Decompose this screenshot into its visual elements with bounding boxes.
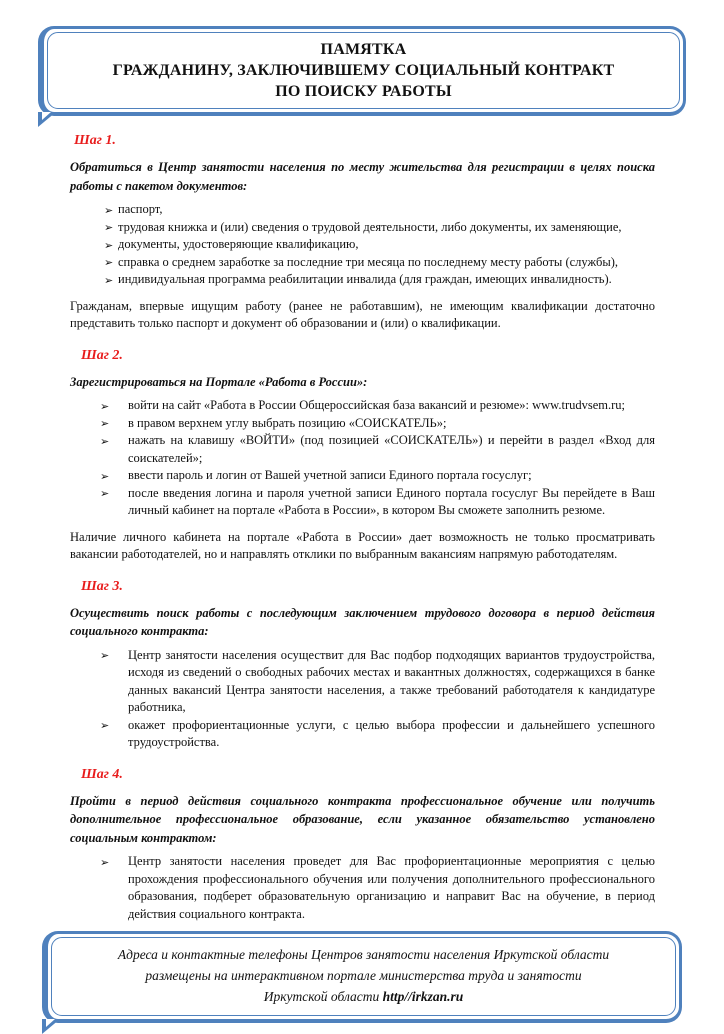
bullet-text: Центр занятости населения осуществит для Вас подбор подходящих вариантов трудоустройства, исходя из сведений о свободных рабочих местах и вакантных должностях, содержащихся в банке данных вакансий Центра занятости населения, а также требований работодателя к кандидатуре работника, [128,647,655,714]
bullet-text: после введения логина и пароля учетной записи Единого портала госуслуг Вы перейдете в Ваш личный кабинет на портале «Работа в России», в котором Вы сможете заполнить резюме. [128,485,655,517]
bullet-text: войти на сайт «Работа в России Общероссийская база вакансий и резюме»: www.trudvsem.ru; [128,398,626,412]
bullet-item [70,647,655,717]
step-3-section [70,578,655,752]
bullet-item [70,254,655,272]
bullet-item [70,219,655,237]
step-1-section [70,132,655,333]
bullet-text: нажать на клавишу «ВОЙТИ» (под позицией «СОИСКАТЕЛЬ») и перейти в раздел «Вход для соискателей»; [128,433,655,465]
bullet-text: индивидуальная программа реабилитации инвалида (для граждан, имеющих инвалидность). [118,272,612,286]
footer-box [42,931,682,1023]
bullet-text: окажет профориентационные услуги, с целью выбора профессии и дальнейшего успешного трудоустройства. [128,717,655,749]
step-4-heading: Шаг 4. [81,766,123,782]
bullet-item [70,432,655,467]
step-2-bullet-list [70,397,655,520]
bullet-item [70,415,655,433]
footer-portal-url: http//irkzan.ru [382,989,464,1004]
step-1-lead: Обратиться в Центр занятости населения по месту жительства для регистрации в целях поиска работы с пакетом документов: [70,160,655,193]
bullet-text: ввести пароль и логин от Вашей учетной записи Единого портала госуслуг; [128,468,532,482]
arrow-bullet-icon: ➢ [100,487,110,500]
bullet-text: трудовая книжка и (или) сведения о трудовой деятельности, либо документы, их заменяющие, [118,219,622,234]
footer-line-1: Адреса и контактные телефоны Центров занятости населения Иркутской области [117,947,610,962]
arrow-bullet-icon: ➢ [104,221,114,234]
step-1-bullet-list [70,201,655,289]
bullet-text: в правом верхнем углу выбрать позицию «СОИСКАТЕЛЬ»; [128,415,447,430]
step-3-lead: Осуществить поиск работы с последующим заключением трудового договора в период действия социального контракта: [70,605,655,638]
footer-box-inner [51,937,676,1016]
arrow-bullet-icon: ➢ [100,855,110,869]
bullet-item [70,201,655,219]
step-2-heading: Шаг 2. [81,347,123,363]
step-3-bullet-list [70,647,655,752]
memo-title-line-2: ГРАЖДАНИНУ, ЗАКЛЮЧИВШЕМУ СОЦИАЛЬНЫЙ КОНТРАКТ [112,62,615,79]
memo-content [38,132,686,923]
step-4-section [70,766,655,924]
step-2-section [70,347,655,564]
arrow-bullet-icon: ➢ [100,719,110,732]
bullet-item [70,485,655,520]
arrow-bullet-icon: ➢ [104,273,114,287]
callout-tail-icon [42,112,51,120]
callout-tail-icon [42,1019,60,1034]
title-box-inner [47,32,680,109]
footer-line-3 [76,986,651,1007]
memo-title-line-1: ПАМЯТКА [320,41,407,58]
bullet-text: справка о среднем заработке за последние три месяца по последнему месту работы (службы), [118,254,618,269]
step-2-note: Наличие личного кабинета на портале «Работа в России» дает возможность не только просматривать вакансии работодателей, но и направлять отклики по выбранным вакансиям напрямую работодателям. [70,529,655,561]
bullet-text: Центр занятости населения проведет для Вас профориентационные мероприятия с целью прохождения профессионального обучения или получения дополнительного профессионального образования, подберет образовательную организацию и направит Вас на обучение, в период действия социального контракта. [128,854,655,921]
callout-tail-icon [38,112,56,127]
bullet-item [70,853,655,923]
footer-line-2: размещены на интерактивном портале министерства труда и занятости [145,968,582,983]
callout-tail-icon [46,1019,55,1027]
arrow-bullet-icon: ➢ [104,203,114,217]
step-2-lead: Зарегистрироваться на Портале «Работа в России»: [70,374,368,389]
arrow-bullet-icon: ➢ [104,238,114,252]
bullet-item [70,467,655,485]
arrow-bullet-icon: ➢ [100,417,110,430]
memo-title-line-3: ПО ПОИСКУ РАБОТЫ [275,83,452,100]
arrow-bullet-icon: ➢ [104,256,114,269]
bullet-text: документы, удостоверяющие квалификацию, [118,237,359,251]
bullet-item [70,397,655,415]
arrow-bullet-icon: ➢ [100,649,110,662]
footer-line-3-text: Иркутской области [263,989,383,1004]
step-3-heading: Шаг 3. [81,578,123,594]
bullet-item [70,271,655,289]
arrow-bullet-icon: ➢ [100,399,110,413]
arrow-bullet-icon: ➢ [100,434,110,448]
step-4-bullet-list [70,853,655,923]
bullet-text: паспорт, [118,202,163,216]
step-1-heading: Шаг 1. [74,133,116,148]
bullet-item [70,717,655,752]
step-4-lead: Пройти в период действия социального контракта профессиональное обучение или получить дополнительное профессиональное образование, если указанное обязательство установлено социальным контрактом: [70,793,655,845]
arrow-bullet-icon: ➢ [100,469,110,483]
bullet-item [70,236,655,254]
title-box [38,26,686,116]
step-1-note: Гражданам, впервые ищущим работу (ранее не работавшим), не имеющим квалификации достаточно представить только паспорт и документ об образовании и (или) о квалификации. [70,298,655,330]
